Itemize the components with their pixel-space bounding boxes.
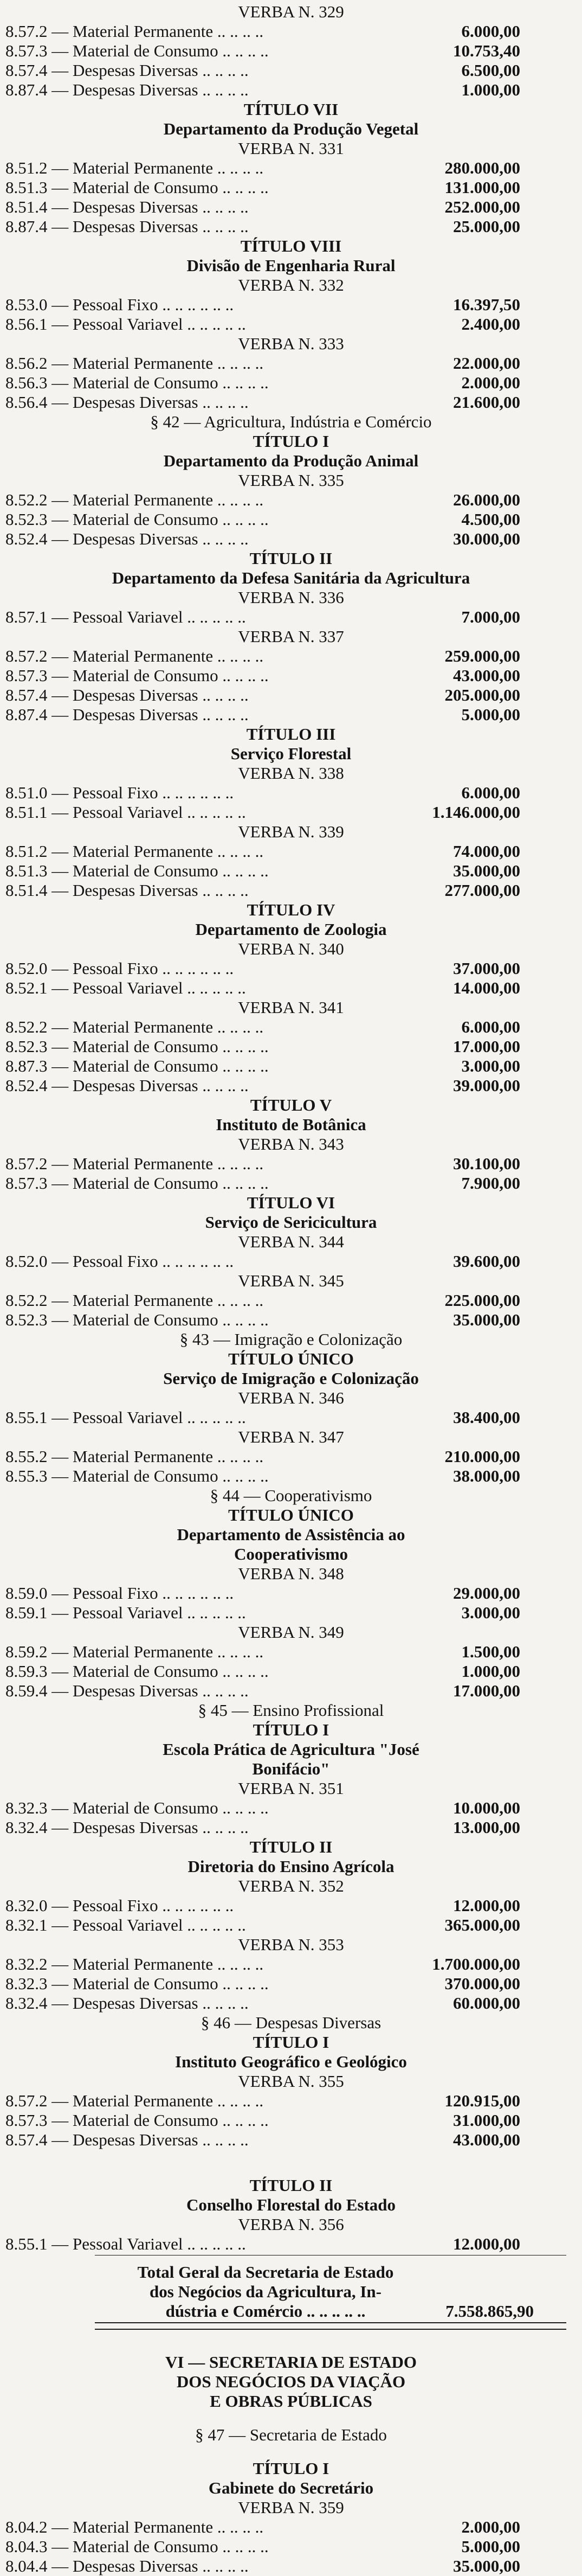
budget-item-row [0, 1994, 582, 2013]
budget-item-row [0, 978, 582, 998]
section-heading: Departamento de Assistência ao [177, 1525, 405, 1544]
item-description: 8.59.0 — Pessoal Fixo .. .. .. .. .. .. [5, 1584, 234, 1603]
centered-line: § 47 — Secretaria de Estado [195, 2425, 387, 2444]
item-amount: 205.000,00 [444, 685, 520, 704]
item-description: 8.87.4 — Despesas Diversas .. .. .. .. [5, 217, 249, 236]
budget-item-row [0, 158, 582, 178]
centered-line: VERBA N. 349 [238, 1623, 344, 1642]
section-heading: Divisão de Engenharia Rural [186, 256, 396, 275]
centered-line: VERBA N. 346 [238, 1388, 344, 1407]
centered-line: VERBA N. 339 [238, 822, 344, 841]
centered-line: VERBA N. 338 [238, 764, 344, 783]
item-description: 8.57.4 — Despesas Diversas .. .. .. .. [5, 61, 249, 80]
budget-item-row [0, 295, 582, 315]
item-amount: 252.000,00 [444, 197, 520, 216]
item-amount: 6.500,00 [461, 61, 520, 80]
item-description: 8.57.3 — Material de Consumo .. .. .. .. [5, 1174, 269, 1193]
centered-line: VERBA N. 347 [238, 1427, 344, 1446]
section-heading: Serviço de Imigração e Colonização [163, 1369, 419, 1388]
item-amount: 280.000,00 [444, 158, 520, 177]
budget-item-row [0, 1310, 582, 1330]
budget-item-row [0, 2111, 582, 2130]
item-description: 8.56.2 — Material Permanente .. .. .. .. [5, 354, 264, 373]
budget-item-row [0, 842, 582, 861]
item-amount: 210.000,00 [444, 1447, 520, 1466]
item-amount: 6.000,00 [461, 783, 520, 802]
centered-line: § 44 — Cooperativismo [210, 1486, 372, 1505]
item-description: 8.52.2 — Material Permanente .. .. .. .. [5, 490, 264, 509]
section-heading: TÍTULO VII [243, 100, 339, 119]
centered-line: VERBA N. 337 [238, 627, 344, 646]
budget-item-row [0, 529, 582, 549]
item-description: 8.52.2 — Material Permanente .. .. .. .. [5, 1291, 264, 1310]
section-heading: TÍTULO IV [247, 900, 335, 919]
item-description: 8.87.4 — Despesas Diversas .. .. .. .. [5, 80, 249, 99]
item-description: 8.57.2 — Material Permanente .. .. .. .. [5, 646, 264, 665]
item-amount: 26.000,00 [453, 490, 520, 509]
item-amount: 6.000,00 [461, 1017, 520, 1036]
total-label: dústria e Comércio .. .. .. .. .. [165, 2302, 366, 2321]
centered-line: VERBA N. 335 [238, 471, 344, 490]
item-description: 8.51.2 — Material Permanente .. .. .. .. [5, 842, 264, 861]
item-amount: 60.000,00 [453, 1994, 520, 2013]
budget-item-row [0, 1291, 582, 1310]
budget-item-row [0, 1174, 582, 1193]
budget-item-row [0, 1154, 582, 1174]
item-amount: 74.000,00 [453, 842, 520, 861]
centered-line: VERBA N. 356 [238, 2215, 344, 2234]
budget-item-row [0, 1584, 582, 1603]
item-amount: 17.000,00 [453, 1681, 520, 1700]
item-description: 8.51.1 — Pessoal Variavel .. .. .. .. .. [5, 803, 246, 822]
centered-line: VERBA N. 345 [238, 1271, 344, 1290]
section-heading: TÍTULO ÚNICO [228, 1505, 354, 1524]
item-description: 8.51.3 — Material de Consumo .. .. .. .. [5, 178, 269, 197]
budget-item-row [0, 1603, 582, 1623]
item-amount: 365.000,00 [444, 1915, 520, 1934]
item-description: 8.04.4 — Despesas Diversas .. .. .. .. [5, 2556, 249, 2575]
centered-line: § 46 — Despesas Diversas [201, 2013, 381, 2032]
section-heading: TÍTULO I [253, 432, 329, 451]
item-description: 8.52.0 — Pessoal Fixo .. .. .. .. .. .. [5, 1252, 234, 1271]
section-heading: Departamento da Produção Vegetal [163, 119, 419, 138]
budget-item-row [0, 685, 582, 705]
budget-item-row [0, 80, 582, 100]
item-amount: 10.000,00 [453, 1798, 520, 1817]
budget-item-row [0, 217, 582, 236]
item-description: 8.57.4 — Despesas Diversas .. .. .. .. [5, 2130, 249, 2149]
centered-line: VERBA N. 344 [238, 1232, 344, 1251]
budget-item-row [0, 881, 582, 900]
item-description: 8.57.3 — Material de Consumo .. .. .. .. [5, 2111, 269, 2130]
item-amount: 38.400,00 [453, 1408, 520, 1427]
item-amount: 37.000,00 [453, 959, 520, 978]
section-heading: TÍTULO V [250, 1095, 332, 1114]
budget-item-row [0, 2091, 582, 2111]
item-description: 8.52.3 — Material de Consumo .. .. .. .. [5, 1310, 269, 1329]
item-amount: 7.000,00 [461, 607, 520, 626]
section-heading: Serviço de Sericicultura [205, 1213, 377, 1232]
section-heading: E OBRAS PÚBLICAS [210, 2392, 372, 2411]
item-description: 8.52.3 — Material de Consumo .. .. .. .. [5, 1037, 269, 1056]
item-amount: 7.900,00 [461, 1174, 520, 1193]
item-description: 8.53.0 — Pessoal Fixo .. .. .. .. .. .. [5, 295, 234, 314]
item-amount: 35.000,00 [453, 2556, 520, 2575]
budget-item-row [0, 2234, 582, 2254]
centered-line: VERBA N. 341 [238, 998, 344, 1017]
section-heading: TÍTULO VI [247, 1193, 335, 1212]
budget-item-row [0, 783, 582, 803]
item-amount: 38.000,00 [453, 1466, 520, 1485]
budget-item-row [0, 1818, 582, 1837]
item-amount: 225.000,00 [444, 1291, 520, 1310]
item-description: 8.56.4 — Despesas Diversas .. .. .. .. [5, 393, 249, 412]
budget-item-row [0, 1017, 582, 1037]
budget-item-row [0, 1076, 582, 1095]
item-description: 8.32.0 — Pessoal Fixo .. .. .. .. .. .. [5, 1896, 234, 1915]
item-description: 8.55.2 — Material Permanente .. .. .. .. [5, 1447, 264, 1466]
budget-item-row [0, 666, 582, 685]
item-amount: 35.000,00 [453, 1310, 520, 1329]
centered-line: VERBA N. 351 [238, 1779, 344, 1798]
section-heading: Departamento de Zoologia [195, 920, 387, 939]
budget-item-row [0, 1252, 582, 1271]
item-description: 8.57.2 — Material Permanente .. .. .. .. [5, 2091, 264, 2110]
item-amount: 29.000,00 [453, 1584, 520, 1603]
section-heading: Conselho Florestal do Estado [186, 2195, 396, 2214]
centered-line: VERBA N. 359 [238, 2498, 344, 2517]
budget-item-row [0, 1662, 582, 1681]
item-amount: 43.000,00 [453, 666, 520, 685]
item-amount: 43.000,00 [453, 2130, 520, 2149]
item-amount: 12.000,00 [453, 2234, 520, 2253]
budget-item-row [0, 1466, 582, 1486]
item-amount: 4.500,00 [461, 510, 520, 529]
item-amount: 10.753,40 [453, 41, 520, 60]
budget-item-row [0, 861, 582, 881]
item-description: 8.59.3 — Material de Consumo .. .. .. .. [5, 1662, 269, 1681]
item-description: 8.32.4 — Despesas Diversas .. .. .. .. [5, 1994, 249, 2013]
budget-item-row [0, 1408, 582, 1427]
item-amount: 120.915,00 [444, 2091, 520, 2110]
budget-item-row [0, 646, 582, 666]
section-heading: TÍTULO III [246, 725, 336, 744]
budget-item-row [0, 373, 582, 393]
item-amount: 1.000,00 [461, 80, 520, 99]
item-description: 8.87.4 — Despesas Diversas .. .. .. .. [5, 705, 249, 724]
item-description: 8.51.4 — Despesas Diversas .. .. .. .. [5, 197, 249, 216]
section-heading: TÍTULO ÚNICO [228, 1349, 354, 1368]
item-amount: 16.397,50 [453, 295, 520, 314]
item-description: 8.57.2 — Material Permanente .. .. .. .. [5, 22, 264, 41]
item-amount: 39.000,00 [453, 1076, 520, 1095]
item-description: 8.51.4 — Despesas Diversas .. .. .. .. [5, 881, 249, 900]
centered-line: § 43 — Imigração e Colonização [179, 1330, 403, 1349]
item-description: 8.04.2 — Material Permanente .. .. .. .. [5, 2517, 264, 2536]
section-heading: Departamento da Produção Animal [163, 451, 419, 470]
section-heading: Diretoria do Ensino Agrícola [187, 1857, 395, 1876]
grand-total-line [0, 2302, 582, 2321]
item-amount: 1.500,00 [461, 1642, 520, 1661]
budget-item-row [0, 178, 582, 197]
budget-item-row [0, 705, 582, 725]
item-amount: 12.000,00 [453, 1896, 520, 1915]
item-description: 8.87.3 — Material de Consumo .. .. .. .. [5, 1056, 269, 1075]
centered-line: VERBA N. 329 [238, 2, 344, 21]
total-label: dos Negócios da Agricultura, In- [150, 2282, 381, 2301]
budget-item-row [0, 41, 582, 61]
item-amount: 39.600,00 [453, 1252, 520, 1271]
item-description: 8.57.1 — Pessoal Variavel .. .. .. .. .. [5, 607, 246, 626]
section-heading: Gabinete do Secretário [208, 2478, 374, 2497]
item-amount: 35.000,00 [453, 861, 520, 880]
section-heading: TÍTULO II [249, 549, 333, 568]
section-heading: VI — SECRETARIA DE ESTADO [165, 2353, 417, 2372]
item-description: 8.56.3 — Material de Consumo .. .. .. .. [5, 373, 269, 392]
item-description: 8.51.2 — Material Permanente .. .. .. .. [5, 158, 264, 177]
item-amount: 3.000,00 [461, 1056, 520, 1075]
centered-line: VERBA N. 336 [238, 588, 344, 607]
item-description: 8.32.3 — Material de Consumo .. .. .. .. [5, 1974, 269, 1993]
budget-item-row [0, 1915, 582, 1935]
item-amount: 277.000,00 [444, 881, 520, 900]
centered-line: VERBA N. 343 [238, 1135, 344, 1154]
section-heading: Departamento da Defesa Sanitária da Agricultura [112, 568, 470, 587]
budget-item-row [0, 2517, 582, 2537]
total-label: Total Geral da Secretaria de Estado [137, 2263, 394, 2282]
item-amount: 370.000,00 [444, 1974, 520, 1993]
item-amount: 21.600,00 [453, 393, 520, 412]
grand-total-line [0, 2263, 582, 2282]
item-description: 8.55.1 — Pessoal Variavel .. .. .. .. .. [5, 1408, 246, 1427]
item-amount: 14.000,00 [453, 978, 520, 997]
item-description: 8.52.2 — Material Permanente .. .. .. .. [5, 1017, 264, 1036]
item-description: 8.57.3 — Material de Consumo .. .. .. .. [5, 41, 269, 60]
item-description: 8.56.1 — Pessoal Variavel .. .. .. .. .. [5, 315, 246, 334]
centered-line: VERBA N. 333 [238, 334, 344, 353]
item-description: 8.55.1 — Pessoal Variavel .. .. .. .. .. [5, 2234, 246, 2253]
item-description: 8.04.3 — Material de Consumo .. .. .. .. [5, 2537, 269, 2556]
item-description: 8.32.2 — Material Permanente .. .. .. .. [5, 1955, 264, 1973]
horizontal-rule [95, 2322, 566, 2323]
item-amount: 25.000,00 [453, 217, 520, 236]
budget-item-row [0, 315, 582, 334]
budget-item-row [0, 490, 582, 510]
budget-item-row [0, 510, 582, 529]
section-heading: Escola Prática de Agricultura "José [163, 1740, 419, 1759]
item-amount: 17.000,00 [453, 1037, 520, 1056]
budget-item-row [0, 354, 582, 373]
item-amount: 131.000,00 [444, 178, 520, 197]
item-amount: 5.000,00 [461, 2537, 520, 2556]
budget-item-row [0, 1974, 582, 1994]
item-description: 8.52.0 — Pessoal Fixo .. .. .. .. .. .. [5, 959, 234, 978]
item-description: 8.32.4 — Despesas Diversas .. .. .. .. [5, 1818, 249, 1837]
item-amount: 2.000,00 [461, 2517, 520, 2536]
centered-line: VERBA N. 348 [238, 1564, 344, 1583]
item-description: 8.57.2 — Material Permanente .. .. .. .. [5, 1154, 264, 1173]
item-description: 8.59.1 — Pessoal Variavel .. .. .. .. .. [5, 1603, 246, 1622]
section-heading: Instituto de Botânica [216, 1115, 366, 1134]
item-amount: 3.000,00 [461, 1603, 520, 1622]
centered-line: VERBA N. 353 [238, 1935, 344, 1954]
item-amount: 13.000,00 [453, 1818, 520, 1837]
budget-item-row [0, 2537, 582, 2556]
budget-item-row [0, 959, 582, 978]
budget-item-row [0, 607, 582, 627]
budget-item-row [0, 197, 582, 217]
section-heading: Instituto Geográfico e Geológico [175, 2052, 407, 2071]
item-amount: 2.000,00 [461, 373, 520, 392]
section-heading: TÍTULO I [253, 1720, 329, 1739]
item-description: 8.59.4 — Despesas Diversas .. .. .. .. [5, 1681, 249, 1700]
budget-item-row [0, 1798, 582, 1818]
item-description: 8.32.3 — Material de Consumo .. .. .. .. [5, 1798, 269, 1817]
section-heading: TÍTULO VIII [240, 236, 342, 255]
centered-line: § 45 — Ensino Profissional [198, 1701, 384, 1720]
item-amount: 31.000,00 [453, 2111, 520, 2130]
item-amount: 6.000,00 [461, 22, 520, 41]
budget-item-row [0, 2556, 582, 2576]
item-amount: 22.000,00 [453, 354, 520, 373]
budget-item-row [0, 1642, 582, 1662]
grand-total-line [0, 2282, 582, 2302]
centered-line: § 42 — Agricultura, Indústria e Comércio [150, 412, 432, 431]
centered-line: VERBA N. 340 [238, 939, 344, 958]
budget-item-row [0, 1056, 582, 1076]
budget-item-row [0, 1896, 582, 1915]
section-heading: DOS NEGÓCIOS DA VIAÇÃO [176, 2372, 406, 2391]
item-amount: 2.400,00 [461, 315, 520, 334]
budget-item-row [0, 1447, 582, 1466]
item-amount: 30.000,00 [453, 529, 520, 548]
item-amount: 1.000,00 [461, 1662, 520, 1681]
centered-line: VERBA N. 352 [238, 1876, 344, 1895]
centered-line: VERBA N. 332 [238, 275, 344, 294]
item-amount: 259.000,00 [444, 646, 520, 665]
section-heading: TÍTULO I [253, 2033, 329, 2052]
budget-item-row [0, 393, 582, 412]
item-description: 8.32.1 — Pessoal Variavel .. .. .. .. .. [5, 1915, 246, 1934]
item-description: 8.52.1 — Pessoal Variavel .. .. .. .. .. [5, 978, 246, 997]
item-description: 8.51.0 — Pessoal Fixo .. .. .. .. .. .. [5, 783, 234, 802]
item-description: 8.59.2 — Material Permanente .. .. .. .. [5, 1642, 264, 1661]
item-amount: 30.100,00 [453, 1154, 520, 1173]
section-heading: TÍTULO II [249, 1837, 333, 1856]
item-amount: 5.000,00 [461, 705, 520, 724]
section-heading: Serviço Florestal [230, 744, 352, 763]
item-amount: 1.146.000,00 [432, 803, 520, 822]
budget-item-row [0, 1037, 582, 1056]
section-heading: TÍTULO I [253, 2459, 329, 2478]
section-heading: Bonifácio" [252, 1759, 330, 1778]
budget-item-row [0, 803, 582, 822]
item-description: 8.51.3 — Material de Consumo .. .. .. .. [5, 861, 269, 880]
item-description: 8.52.4 — Despesas Diversas .. .. .. .. [5, 529, 249, 548]
horizontal-rule [95, 2329, 566, 2330]
item-description: 8.52.4 — Despesas Diversas .. .. .. .. [5, 1076, 249, 1095]
item-description: 8.57.4 — Despesas Diversas .. .. .. .. [5, 685, 249, 704]
section-heading: Cooperativismo [234, 1545, 348, 1563]
budget-item-row [0, 61, 582, 80]
item-description: 8.52.3 — Material de Consumo .. .. .. .. [5, 510, 269, 529]
centered-line: VERBA N. 331 [238, 139, 344, 158]
section-heading: TÍTULO II [249, 2176, 333, 2195]
item-description: 8.55.3 — Material de Consumo .. .. .. .. [5, 1466, 269, 1485]
total-amount: 7.558.865,90 [445, 2302, 534, 2321]
item-amount: 1.700.000,00 [432, 1955, 520, 1973]
budget-item-row [0, 1955, 582, 1974]
budget-item-row [0, 2130, 582, 2150]
item-description: 8.57.3 — Material de Consumo .. .. .. .. [5, 666, 269, 685]
budget-item-row [0, 22, 582, 41]
centered-line: VERBA N. 355 [238, 2072, 344, 2091]
budget-item-row [0, 1681, 582, 1701]
